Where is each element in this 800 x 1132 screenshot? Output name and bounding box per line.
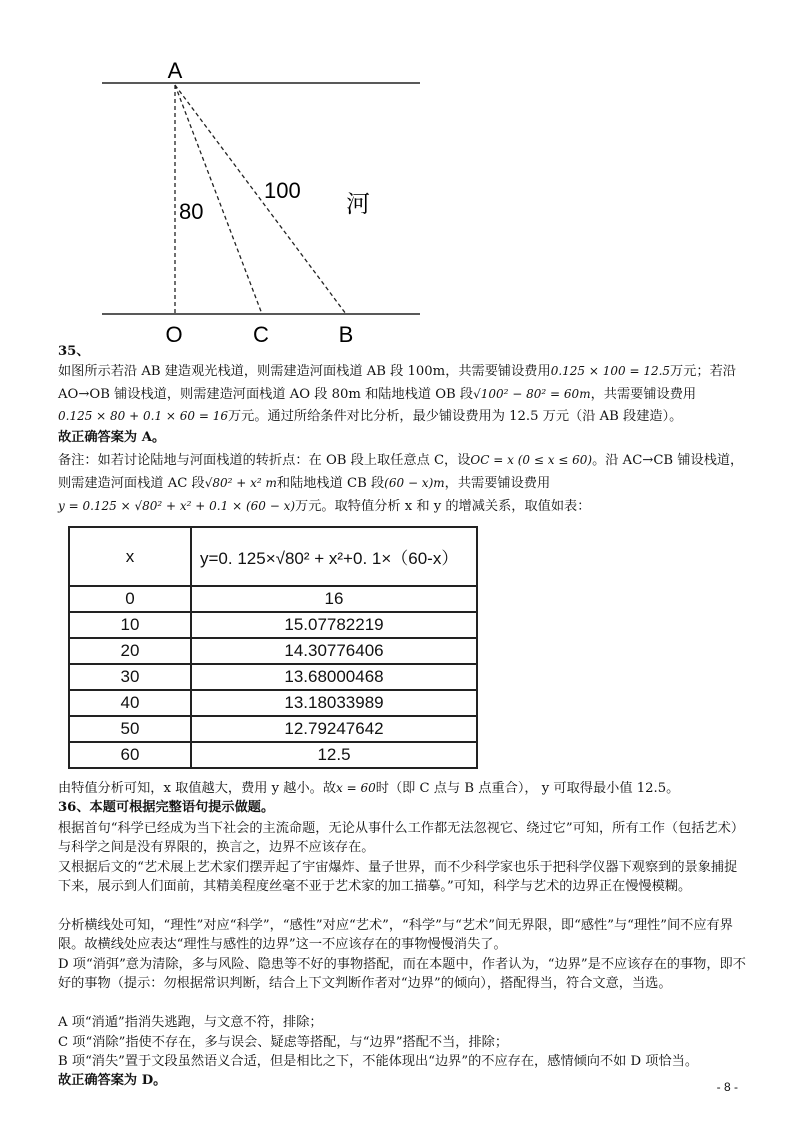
- q35-answer: 故正确答案为 A。: [58, 430, 166, 445]
- table-row: [69, 638, 477, 664]
- q35-line2-text-b: ，共需要铺设费用: [590, 387, 697, 402]
- point-A-label: A: [167, 58, 183, 83]
- table-cell-y: 15.07782219: [191, 612, 477, 638]
- table-cell-x: 0: [69, 586, 191, 612]
- length-AB-label: 100: [264, 178, 301, 203]
- q35-note-line3: [58, 497, 590, 516]
- q36-paragraph-2: 又根据后文的“艺术展上艺术家们摆弄起了宇宙爆炸、量子世界，而不少科学家也乐于把科学仪器下观察到的景象捕捉下来，展示到人们面前，其精美程度丝毫不亚于艺术家的加工描摹。”可知，科学与艺术的边界正在慢慢模糊。: [58, 860, 738, 894]
- table-header-x: x: [69, 527, 191, 586]
- table-cell-x: 40: [69, 690, 191, 716]
- table-row: [69, 690, 477, 716]
- q35-line3-text: 万元。通过所给条件对比分析，最少铺设费用为 12.5 万元（沿 AB 段建造）。: [227, 409, 683, 424]
- q35-note3-math: y = 0.125 × √80² + x² + 0.1 × (60 − x): [58, 499, 296, 513]
- q35-note2-text-a: 则需建造河面栈道 AC 段: [58, 476, 205, 491]
- q35-note1-text-b: 。沿 AC→CB 铺设栈道，: [592, 453, 744, 468]
- q35-line3: [58, 407, 682, 426]
- table-cell-x: 60: [69, 742, 191, 768]
- q35-line2-text-a: AO→OB 铺设栈道，则需建造河面栈道 AO 段 80m 和陆地栈道 OB 段: [58, 387, 474, 402]
- q35-note2-math2: (60 − x)m: [384, 476, 445, 490]
- table-cell-y: 12.5: [191, 742, 477, 768]
- q35-line1-text-b: 万元；若沿: [670, 364, 736, 379]
- q35-note2-text-c: ，共需要铺设费用: [444, 476, 551, 491]
- q36-paragraph-6: C 项“消除”指使不存在，多与误会、疑虑等搭配，与“边界”搭配不当，排除；: [58, 1035, 509, 1050]
- q35-note1-math: OC = x (0 ≤ x ≤ 60): [470, 453, 593, 467]
- table-cell-y: 13.68000468: [191, 664, 477, 690]
- q35-note1-text-a: 备注：如若讨论陆地与河面栈道的转折点：在 OB 段上取任意点 C，设: [58, 453, 471, 468]
- table-cell-x: 50: [69, 716, 191, 742]
- table-header-row: [69, 527, 477, 586]
- q35-note-line1: [58, 451, 743, 470]
- q35-note-line2: [58, 474, 550, 493]
- point-O-label: O: [165, 322, 183, 345]
- table-row: [69, 742, 477, 768]
- length-AO-label: 80: [179, 199, 204, 224]
- q35-line1-math: 0.125 × 100 = 12.5: [550, 364, 671, 378]
- table-row: [69, 612, 477, 638]
- point-B-label: B: [338, 322, 354, 345]
- geometry-diagram: [0, 0, 800, 345]
- page-number: - 8 -: [716, 1080, 738, 1094]
- q36-answer: 故正确答案为 D。: [58, 1073, 167, 1088]
- values-table: [68, 526, 478, 769]
- q35-line1: [58, 362, 736, 381]
- q36-paragraph-4: D 项“消弭”意为清除，多与风险、隐患等不好的事物搭配，而在本题中，作者认为，“边界”是不应该存在的事物，即不好的事物（提示：勿根据常识判断，结合上下文判断作者对“边界”的倾向），搭配得当，符合文意，当选。: [58, 957, 746, 991]
- table-cell-y: 16: [191, 586, 477, 612]
- table-header-y: y=0. 125×√80² + x²+0. 1×（60-x）: [191, 527, 477, 586]
- table-cell-y: 14.30776406: [191, 638, 477, 664]
- q35-line1-text-a: 如图所示若沿 AB 建造观光栈道，则需建造河面栈道 AB 段 100m，共需要铺设费用: [58, 364, 551, 379]
- q36-paragraph-7: B 项“消失”置于文段虽然语义合适，但是相比之下，不能体现出“边界”的不应存在，感情倾向不如 D 项恰当。: [58, 1054, 699, 1069]
- river-label: 河: [346, 190, 370, 218]
- q35-line3-math: 0.125 × 80 + 0.1 × 60 = 16: [58, 409, 228, 423]
- q36-paragraph-5: A 项“消遁”指消失逃跑，与文意不符，排除；: [58, 1015, 323, 1030]
- table-row: [69, 586, 477, 612]
- q36-number: 36、本题可根据完整语句提示做题。: [58, 800, 275, 815]
- q35-line2: [58, 385, 696, 404]
- table-row: [69, 664, 477, 690]
- q35-note2-text-b: 和陆地栈道 CB 段: [276, 476, 385, 491]
- q36-paragraph-1: 根据首句“科学已经成为当下社会的主流命题，无论从事什么工作都无法忽视它、绕过它”可知，所有工作（包括艺术）与科学之间是没有界限的，换言之，边界不应该存在。: [58, 821, 745, 855]
- q35-concl-math: x = 60: [336, 781, 376, 795]
- q35-line2-math: √100² − 80² = 60m: [473, 387, 591, 401]
- table-cell-x: 10: [69, 612, 191, 638]
- point-C-label: C: [253, 322, 269, 345]
- q35-number: 35、: [58, 344, 90, 359]
- table-cell-y: 12.79247642: [191, 716, 477, 742]
- q36-paragraph-3: 分析横线处可知，“理性”对应“科学”，“感性”对应“艺术”，“科学”与“艺术”间无界限，即“感性”与“理性”间不应有界限。故横线处应表达“理性与感性的边界”这一不应该存在的事物慢慢消失了。: [58, 918, 733, 952]
- q35-note3-text: 万元。取特值分析 x 和 y 的增减关系，取值如表：: [295, 499, 591, 514]
- q35-note2-math1: √80² + x² m: [204, 476, 277, 490]
- table-row: [69, 716, 477, 742]
- table-cell-y: 13.18033989: [191, 690, 477, 716]
- q35-concl-text-b: 时（即 C 点与 B 点重合）， y 可取得最小值 12.5。: [375, 781, 680, 796]
- q35-concl-text-a: 由特值分析可知，x 取值越大，费用 y 越小。故: [58, 781, 337, 796]
- table-cell-x: 30: [69, 664, 191, 690]
- table-cell-x: 20: [69, 638, 191, 664]
- q35-conclusion: [58, 779, 679, 798]
